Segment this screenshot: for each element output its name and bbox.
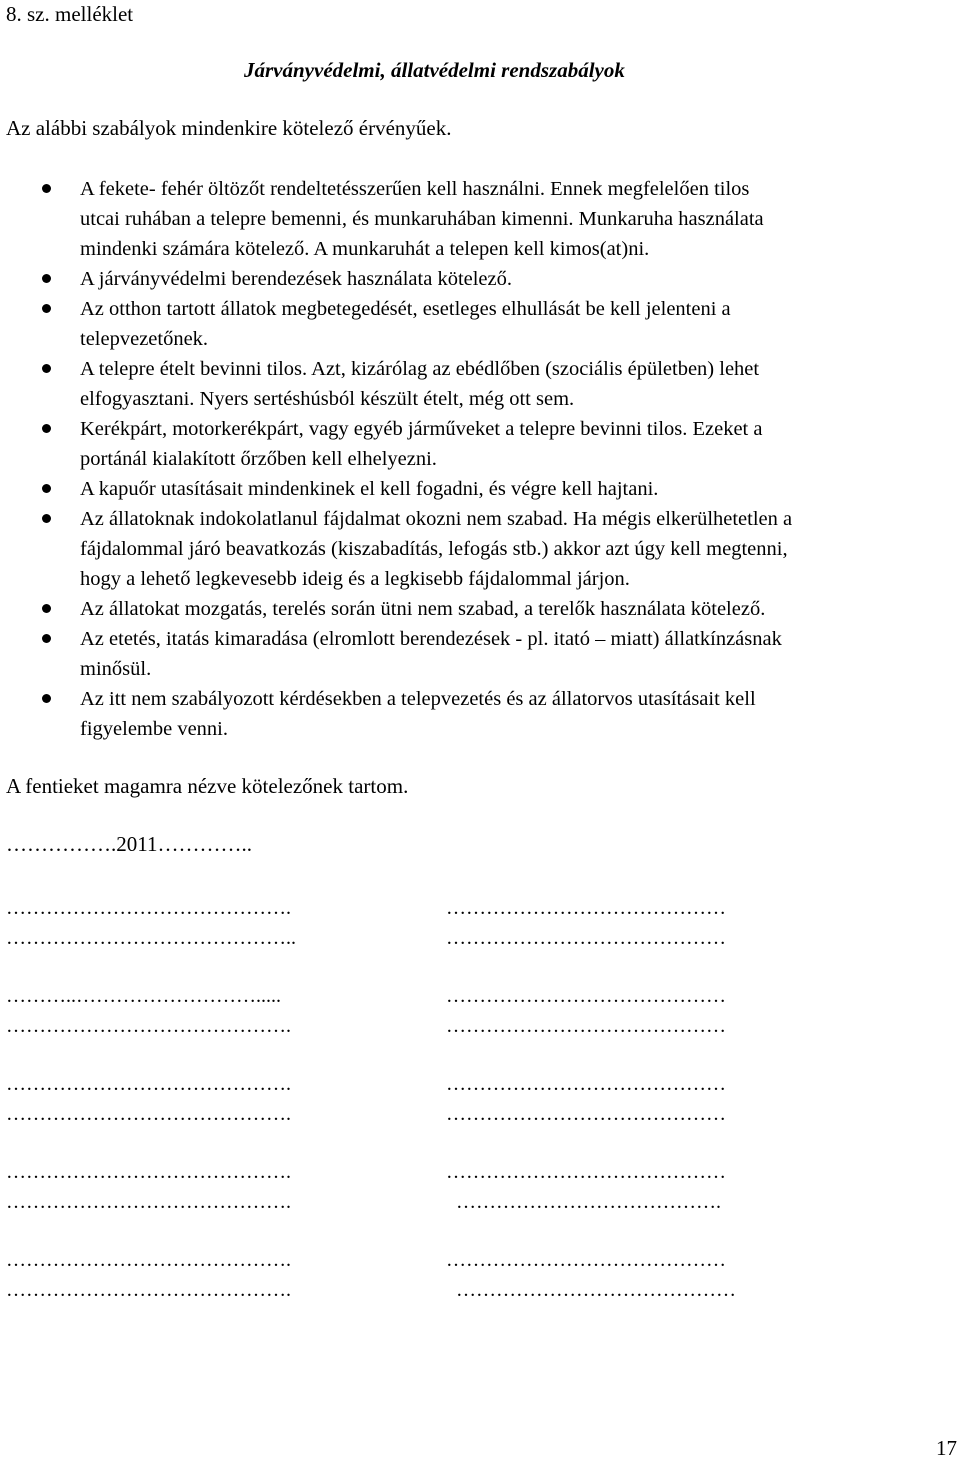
rule-line: utcai ruhában a telepre bemenni, és munkaruhában kimenni. Munkaruha használata (80, 208, 764, 230)
signature-line-right: …………………………………… (446, 1249, 726, 1271)
signature-line-right: …………………………………… (446, 1161, 726, 1183)
intro-text: Az alábbi szabályok mindenkire kötelező érvényűek. (6, 116, 452, 140)
signature-line-left: ……………………………………. (6, 1191, 291, 1213)
signature-line-right: …………………………………… (446, 985, 726, 1007)
signature-line-right: …………………………………… (446, 897, 726, 919)
rule-line: Kerékpárt, motorkerékpárt, vagy egyéb járműveket a telepre bevinni tilos. Ezeket a (80, 418, 763, 440)
rule-line: minősül. (80, 658, 152, 680)
rule-item (0, 504, 792, 594)
rule-line: figyelembe venni. (80, 718, 229, 740)
signature-line-right: …………………………………… (446, 927, 726, 949)
signature-line-left: …………………………………….. (6, 927, 296, 949)
rule-line: elfogyasztani. Nyers sertéshúsból készült ételt, még ott sem. (80, 388, 575, 410)
rule-line: mindenki számára kötelező. A munkaruhát a telepen kell kimos(at)ni. (80, 238, 650, 260)
annex-label: 8. sz. melléklet (6, 2, 134, 26)
rule-item (0, 414, 792, 474)
rule-item (0, 624, 792, 684)
signature-line-left: ……………………………………. (6, 1249, 291, 1271)
rule-line: Az állatokat mozgatás, terelés során ütni nem szabad, a terelők használata kötelező. (80, 598, 766, 620)
rule-item (0, 294, 792, 354)
date-line: …………….2011………….. (6, 832, 252, 856)
rule-item (0, 354, 792, 414)
bullet-icon (42, 184, 51, 193)
bullet-icon (42, 304, 51, 313)
rule-line: portánál kialakított őrzőben kell elhelyezni. (80, 448, 437, 470)
bullet-icon (42, 274, 51, 283)
bullet-icon (42, 364, 51, 373)
signature-line-right: …………………………………… (456, 1279, 736, 1301)
rule-item (0, 264, 792, 294)
rule-line: telepvezetőnek. (80, 328, 209, 350)
bullet-icon (42, 634, 51, 643)
signature-line-left: ……………………………………. (6, 1161, 291, 1183)
bullet-icon (42, 484, 51, 493)
signature-line-right: …………………………………… (446, 1103, 726, 1125)
declaration-text: A fentieket magamra nézve kötelezőnek tartom. (6, 774, 409, 798)
rule-item (0, 474, 792, 504)
rule-item (0, 684, 792, 744)
rules-list (0, 174, 792, 744)
rule-item (0, 594, 792, 624)
bullet-icon (42, 514, 51, 523)
signature-line-right: …………………………………… (446, 1073, 726, 1095)
signature-line-left: ……………………………………. (6, 1073, 291, 1095)
document-title: Járványvédelmi, állatvédelmi rendszabályok (244, 58, 625, 82)
bullet-icon (42, 604, 51, 613)
signature-line-left: ………..………………………..... (6, 985, 281, 1007)
rule-line: A járványvédelmi berendezések használata kötelező. (80, 268, 513, 290)
signature-line-left: ……………………………………. (6, 897, 291, 919)
bullet-icon (42, 694, 51, 703)
signature-line-left: ……………………………………. (6, 1015, 291, 1037)
rule-item (0, 174, 792, 264)
page-number: 17 (936, 1436, 957, 1460)
rule-line: A fekete- fehér öltözőt rendeltetésszerűen kell használni. Ennek megfelelően tilos (80, 178, 750, 200)
rule-line: Az etetés, itatás kimaradása (elromlott berendezések - pl. itató – miatt) állatkínzásnak (80, 628, 782, 650)
rule-line: Az állatoknak indokolatlanul fájdalmat okozni nem szabad. Ha mégis elkerülhetetlen a (80, 508, 793, 530)
rule-line: A telepre ételt bevinni tilos. Azt, kizárólag az ebédlőben (szociális épületben) lehet (80, 358, 760, 380)
rule-line: Az otthon tartott állatok megbetegedését, esetleges elhullását be kell jelenteni a (80, 298, 731, 320)
bullet-icon (42, 424, 51, 433)
signature-line-right: …………………………………… (446, 1015, 726, 1037)
signature-line-right: …………………………………. (456, 1191, 721, 1213)
rule-line: fájdalommal járó beavatkozás (kiszabadítás, lefogás stb.) akkor azt úgy kell megtenni, (80, 538, 788, 560)
rule-line: hogy a lehető legkevesebb ideig és a legkisebb fájdalommal járjon. (80, 568, 630, 590)
signature-line-left: ……………………………………. (6, 1279, 291, 1301)
rule-line: A kapuőr utasításait mindenkinek el kell fogadni, és végre kell hajtani. (80, 478, 659, 500)
signature-line-left: ……………………………………. (6, 1103, 291, 1125)
rule-line: Az itt nem szabályozott kérdésekben a telepvezetés és az állatorvos utasításait kell (80, 688, 756, 710)
